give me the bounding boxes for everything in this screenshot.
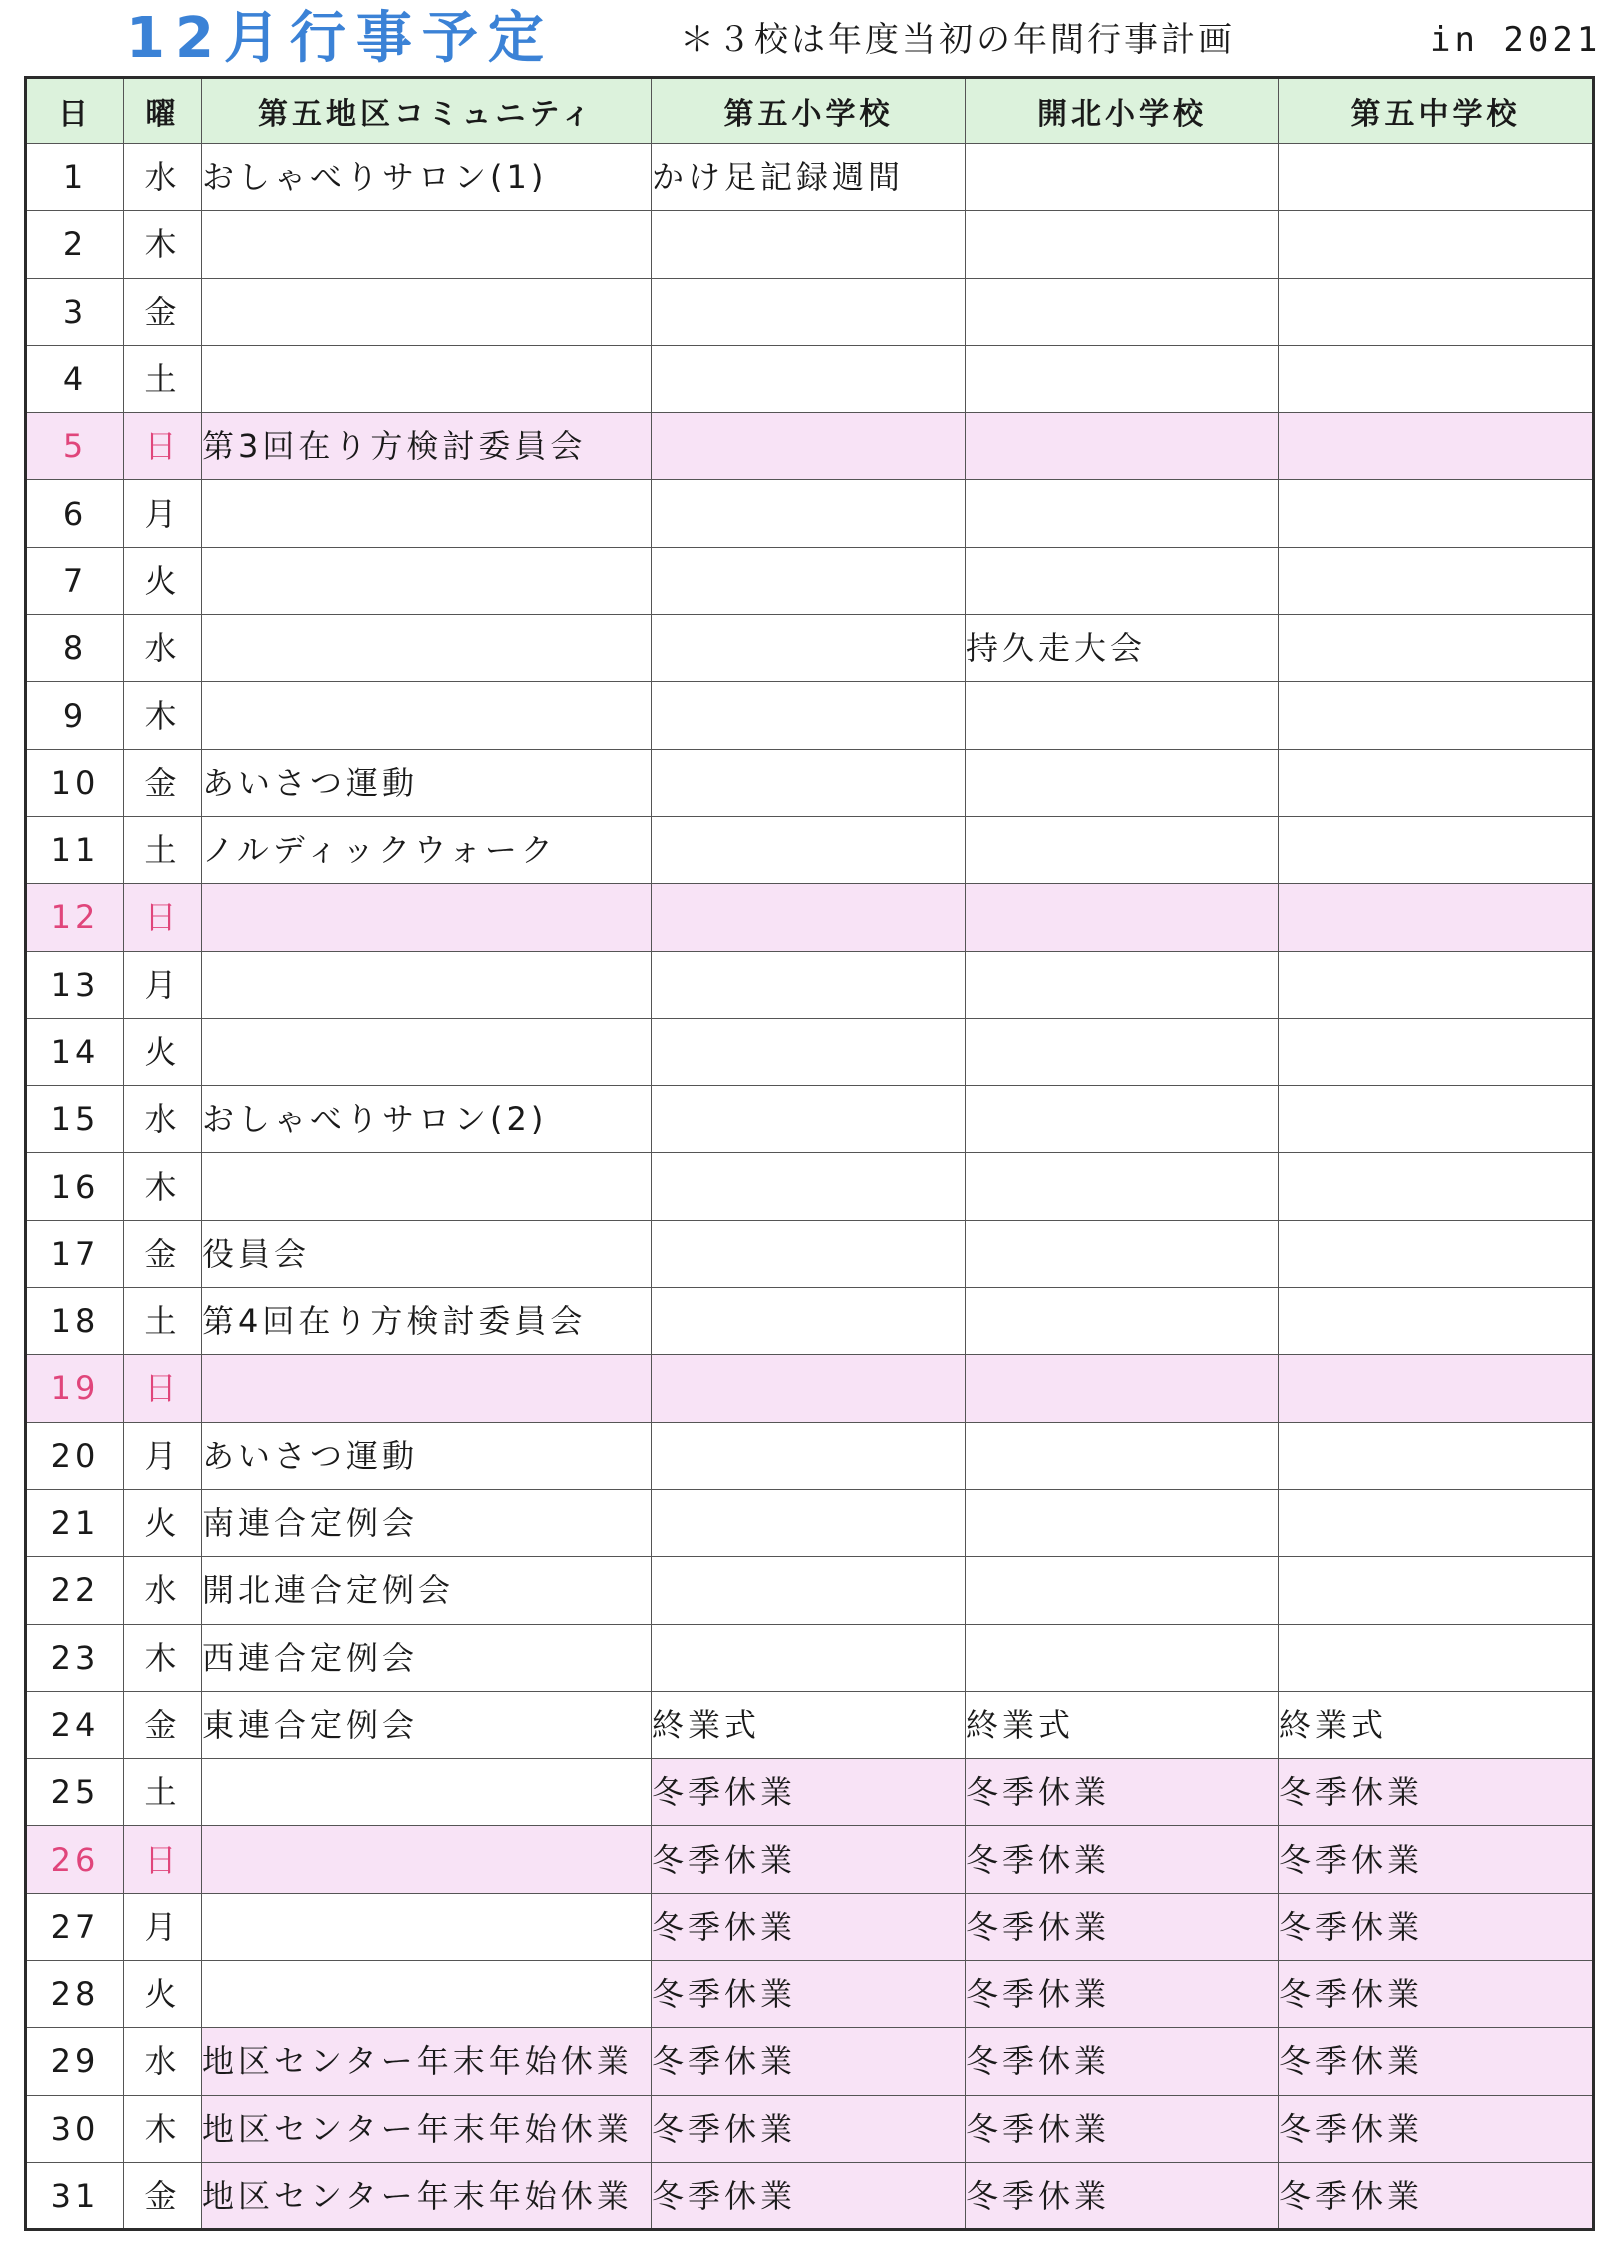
daigo-junior-high-event-cell	[1279, 211, 1594, 278]
day-cell: 1	[26, 144, 124, 211]
table-row	[26, 1624, 1594, 1691]
table-row	[26, 749, 1594, 816]
table-row	[26, 413, 1594, 480]
daigo-junior-high-event-cell: 冬季休業	[1279, 1826, 1594, 1893]
community-event-cell: 東連合定例会	[202, 1691, 652, 1758]
day-cell: 31	[26, 2162, 124, 2229]
kaihoku-elementary-event-cell	[966, 144, 1279, 211]
community-event-cell: 開北連合定例会	[202, 1557, 652, 1624]
weekday-cell: 水	[124, 615, 202, 682]
daigo-junior-high-event-cell	[1279, 1624, 1594, 1691]
weekday-cell: 土	[124, 1288, 202, 1355]
table-row	[26, 2162, 1594, 2229]
daigo-junior-high-event-cell: 冬季休業	[1279, 1893, 1594, 1960]
table-row	[26, 884, 1594, 951]
day-cell: 26	[26, 1826, 124, 1893]
header-note: ＊３校は年度当初の年間行事計画	[680, 20, 1235, 60]
daigo-elementary-event-cell: 冬季休業	[652, 1759, 966, 1826]
community-event-cell: 地区センター年末年始休業	[202, 2028, 652, 2095]
daigo-junior-high-event-cell: 冬季休業	[1279, 1961, 1594, 2028]
daigo-elementary-event-cell	[652, 278, 966, 345]
daigo-elementary-event-cell	[652, 480, 966, 547]
weekday-cell: 火	[124, 1489, 202, 1556]
daigo-elementary-event-cell	[652, 951, 966, 1018]
weekday-cell: 金	[124, 2162, 202, 2229]
kaihoku-elementary-event-cell	[966, 345, 1279, 412]
daigo-junior-high-event-cell: 冬季休業	[1279, 2162, 1594, 2229]
daigo-elementary-event-cell	[652, 1422, 966, 1489]
daigo-elementary-event-cell	[652, 1489, 966, 1556]
kaihoku-elementary-event-cell	[966, 211, 1279, 278]
day-cell: 20	[26, 1422, 124, 1489]
kaihoku-elementary-event-cell	[966, 884, 1279, 951]
daigo-elementary-event-cell	[652, 413, 966, 480]
table-row	[26, 480, 1594, 547]
kaihoku-elementary-event-cell: 終業式	[966, 1691, 1279, 1758]
community-event-cell: 西連合定例会	[202, 1624, 652, 1691]
daigo-elementary-event-cell	[652, 345, 966, 412]
weekday-cell: 月	[124, 1422, 202, 1489]
community-event-cell	[202, 1961, 652, 2028]
table-row	[26, 144, 1594, 211]
weekday-cell: 水	[124, 1086, 202, 1153]
kaihoku-elementary-event-cell	[966, 1489, 1279, 1556]
day-cell: 17	[26, 1220, 124, 1287]
daigo-elementary-event-cell: 冬季休業	[652, 1961, 966, 2028]
kaihoku-elementary-event-cell: 冬季休業	[966, 1759, 1279, 1826]
table-row	[26, 547, 1594, 614]
day-cell: 10	[26, 749, 124, 816]
day-cell: 30	[26, 2095, 124, 2162]
table-row	[26, 211, 1594, 278]
community-event-cell: あいさつ運動	[202, 749, 652, 816]
community-event-cell	[202, 345, 652, 412]
community-event-cell	[202, 547, 652, 614]
table-row	[26, 2028, 1594, 2095]
day-cell: 15	[26, 1086, 124, 1153]
daigo-junior-high-event-cell	[1279, 1557, 1594, 1624]
daigo-elementary-event-cell	[652, 615, 966, 682]
weekday-cell: 水	[124, 144, 202, 211]
daigo-elementary-event-cell	[652, 211, 966, 278]
table-row	[26, 278, 1594, 345]
column-header-community: 第五地区コミュニティ	[202, 78, 652, 144]
day-cell: 25	[26, 1759, 124, 1826]
community-event-cell	[202, 1153, 652, 1220]
kaihoku-elementary-event-cell: 冬季休業	[966, 1893, 1279, 1960]
kaihoku-elementary-event-cell	[966, 1018, 1279, 1085]
daigo-elementary-event-cell: かけ足記録週間	[652, 144, 966, 211]
weekday-cell: 金	[124, 749, 202, 816]
page-header	[0, 0, 1614, 75]
kaihoku-elementary-event-cell	[966, 278, 1279, 345]
daigo-elementary-event-cell	[652, 1355, 966, 1422]
community-event-cell: 第4回在り方検討委員会	[202, 1288, 652, 1355]
community-event-cell	[202, 1018, 652, 1085]
daigo-elementary-event-cell: 冬季休業	[652, 2162, 966, 2229]
daigo-elementary-event-cell	[652, 1557, 966, 1624]
daigo-elementary-event-cell	[652, 547, 966, 614]
kaihoku-elementary-event-cell: 冬季休業	[966, 1826, 1279, 1893]
day-cell: 8	[26, 615, 124, 682]
kaihoku-elementary-event-cell	[966, 951, 1279, 1018]
daigo-junior-high-event-cell	[1279, 1220, 1594, 1287]
weekday-cell: 木	[124, 1624, 202, 1691]
table-header-row	[26, 78, 1594, 144]
kaihoku-elementary-event-cell	[966, 1153, 1279, 1220]
weekday-cell: 金	[124, 1691, 202, 1758]
daigo-junior-high-event-cell	[1279, 278, 1594, 345]
weekday-cell: 金	[124, 278, 202, 345]
daigo-junior-high-event-cell	[1279, 1018, 1594, 1085]
day-cell: 12	[26, 884, 124, 951]
daigo-elementary-event-cell: 冬季休業	[652, 1826, 966, 1893]
daigo-junior-high-event-cell	[1279, 1288, 1594, 1355]
daigo-elementary-event-cell	[652, 1086, 966, 1153]
weekday-cell: 土	[124, 345, 202, 412]
kaihoku-elementary-event-cell	[966, 413, 1279, 480]
weekday-cell: 木	[124, 211, 202, 278]
kaihoku-elementary-event-cell: 冬季休業	[966, 2095, 1279, 2162]
weekday-cell: 月	[124, 951, 202, 1018]
community-event-cell	[202, 1893, 652, 1960]
table-row	[26, 1355, 1594, 1422]
community-event-cell: 役員会	[202, 1220, 652, 1287]
kaihoku-elementary-event-cell: 冬季休業	[966, 1961, 1279, 2028]
daigo-junior-high-event-cell	[1279, 749, 1594, 816]
table-row	[26, 816, 1594, 883]
day-cell: 24	[26, 1691, 124, 1758]
daigo-junior-high-event-cell	[1279, 884, 1594, 951]
daigo-elementary-event-cell	[652, 1153, 966, 1220]
daigo-junior-high-event-cell: 冬季休業	[1279, 1759, 1594, 1826]
kaihoku-elementary-event-cell	[966, 682, 1279, 749]
kaihoku-elementary-event-cell	[966, 1086, 1279, 1153]
table-row	[26, 1893, 1594, 1960]
table-row	[26, 2095, 1594, 2162]
community-event-cell: 第3回在り方検討委員会	[202, 413, 652, 480]
weekday-cell: 月	[124, 480, 202, 547]
day-cell: 22	[26, 1557, 124, 1624]
daigo-elementary-event-cell: 冬季休業	[652, 1893, 966, 1960]
daigo-junior-high-event-cell	[1279, 345, 1594, 412]
weekday-cell: 土	[124, 816, 202, 883]
daigo-elementary-event-cell	[652, 1624, 966, 1691]
day-cell: 5	[26, 413, 124, 480]
daigo-junior-high-event-cell: 冬季休業	[1279, 2095, 1594, 2162]
community-event-cell	[202, 951, 652, 1018]
day-cell: 11	[26, 816, 124, 883]
day-cell: 4	[26, 345, 124, 412]
kaihoku-elementary-event-cell	[966, 480, 1279, 547]
daigo-elementary-event-cell	[652, 1018, 966, 1085]
kaihoku-elementary-event-cell	[966, 547, 1279, 614]
table-row	[26, 1691, 1594, 1758]
daigo-junior-high-event-cell	[1279, 547, 1594, 614]
daigo-junior-high-event-cell	[1279, 951, 1594, 1018]
day-cell: 27	[26, 1893, 124, 1960]
daigo-elementary-event-cell	[652, 816, 966, 883]
kaihoku-elementary-event-cell	[966, 1355, 1279, 1422]
community-event-cell	[202, 1759, 652, 1826]
weekday-cell: 火	[124, 1018, 202, 1085]
header-year: in 2021	[1430, 20, 1602, 60]
table-row	[26, 951, 1594, 1018]
page-title: 12月行事予定	[126, 6, 554, 71]
table-row	[26, 1961, 1594, 2028]
kaihoku-elementary-event-cell: 冬季休業	[966, 2162, 1279, 2229]
daigo-elementary-event-cell	[652, 884, 966, 951]
weekday-cell: 木	[124, 2095, 202, 2162]
day-cell: 23	[26, 1624, 124, 1691]
kaihoku-elementary-event-cell: 冬季休業	[966, 2028, 1279, 2095]
community-event-cell	[202, 480, 652, 547]
weekday-cell: 月	[124, 1893, 202, 1960]
weekday-cell: 木	[124, 1153, 202, 1220]
community-event-cell: おしゃべりサロン(2)	[202, 1086, 652, 1153]
table-row	[26, 1557, 1594, 1624]
day-cell: 21	[26, 1489, 124, 1556]
weekday-cell: 火	[124, 1961, 202, 2028]
weekday-cell: 日	[124, 884, 202, 951]
day-cell: 19	[26, 1355, 124, 1422]
kaihoku-elementary-event-cell	[966, 749, 1279, 816]
weekday-cell: 金	[124, 1220, 202, 1287]
daigo-elementary-event-cell: 終業式	[652, 1691, 966, 1758]
community-event-cell: おしゃべりサロン(1)	[202, 144, 652, 211]
daigo-elementary-event-cell	[652, 682, 966, 749]
table-row	[26, 1018, 1594, 1085]
community-event-cell	[202, 211, 652, 278]
column-header-daigo-junior-high: 第五中学校	[1279, 78, 1594, 144]
weekday-cell: 土	[124, 1759, 202, 1826]
kaihoku-elementary-event-cell	[966, 1422, 1279, 1489]
daigo-junior-high-event-cell	[1279, 1355, 1594, 1422]
day-cell: 28	[26, 1961, 124, 2028]
day-cell: 18	[26, 1288, 124, 1355]
day-cell: 29	[26, 2028, 124, 2095]
daigo-elementary-event-cell: 冬季休業	[652, 2095, 966, 2162]
daigo-elementary-event-cell	[652, 1220, 966, 1287]
daigo-junior-high-event-cell: 終業式	[1279, 1691, 1594, 1758]
day-cell: 16	[26, 1153, 124, 1220]
kaihoku-elementary-event-cell	[966, 816, 1279, 883]
daigo-junior-high-event-cell	[1279, 615, 1594, 682]
weekday-cell: 水	[124, 2028, 202, 2095]
schedule-table	[24, 76, 1595, 2231]
daigo-junior-high-event-cell	[1279, 816, 1594, 883]
weekday-cell: 火	[124, 547, 202, 614]
day-cell: 7	[26, 547, 124, 614]
daigo-junior-high-event-cell	[1279, 144, 1594, 211]
daigo-junior-high-event-cell	[1279, 1422, 1594, 1489]
table-row	[26, 1826, 1594, 1893]
day-cell: 13	[26, 951, 124, 1018]
community-event-cell	[202, 1826, 652, 1893]
community-event-cell: ノルディックウォーク	[202, 816, 652, 883]
day-cell: 9	[26, 682, 124, 749]
community-event-cell: 地区センター年末年始休業	[202, 2162, 652, 2229]
table-row	[26, 1422, 1594, 1489]
weekday-cell: 日	[124, 413, 202, 480]
column-header-kaihoku-elementary: 開北小学校	[966, 78, 1279, 144]
community-event-cell	[202, 1355, 652, 1422]
column-header-daigo-elementary: 第五小学校	[652, 78, 966, 144]
weekday-cell: 日	[124, 1355, 202, 1422]
table-row	[26, 1086, 1594, 1153]
kaihoku-elementary-event-cell	[966, 1288, 1279, 1355]
daigo-junior-high-event-cell: 冬季休業	[1279, 2028, 1594, 2095]
kaihoku-elementary-event-cell: 持久走大会	[966, 615, 1279, 682]
daigo-junior-high-event-cell	[1279, 1086, 1594, 1153]
community-event-cell: あいさつ運動	[202, 1422, 652, 1489]
table-row	[26, 1489, 1594, 1556]
column-header-day: 日	[26, 78, 124, 144]
community-event-cell	[202, 615, 652, 682]
daigo-junior-high-event-cell	[1279, 1489, 1594, 1556]
daigo-elementary-event-cell	[652, 1288, 966, 1355]
kaihoku-elementary-event-cell	[966, 1220, 1279, 1287]
weekday-cell: 水	[124, 1557, 202, 1624]
community-event-cell	[202, 884, 652, 951]
day-cell: 6	[26, 480, 124, 547]
table-row	[26, 615, 1594, 682]
daigo-elementary-event-cell: 冬季休業	[652, 2028, 966, 2095]
column-header-weekday: 曜	[124, 78, 202, 144]
weekday-cell: 日	[124, 1826, 202, 1893]
community-event-cell	[202, 278, 652, 345]
table-row	[26, 1220, 1594, 1287]
weekday-cell: 木	[124, 682, 202, 749]
daigo-junior-high-event-cell	[1279, 1153, 1594, 1220]
daigo-junior-high-event-cell	[1279, 413, 1594, 480]
table-row	[26, 1153, 1594, 1220]
day-cell: 14	[26, 1018, 124, 1085]
table-row	[26, 1288, 1594, 1355]
community-event-cell: 地区センター年末年始休業	[202, 2095, 652, 2162]
schedule-body	[26, 144, 1594, 2230]
kaihoku-elementary-event-cell	[966, 1624, 1279, 1691]
daigo-junior-high-event-cell	[1279, 682, 1594, 749]
day-cell: 3	[26, 278, 124, 345]
table-row	[26, 1759, 1594, 1826]
daigo-junior-high-event-cell	[1279, 480, 1594, 547]
daigo-elementary-event-cell	[652, 749, 966, 816]
kaihoku-elementary-event-cell	[966, 1557, 1279, 1624]
community-event-cell: 南連合定例会	[202, 1489, 652, 1556]
table-row	[26, 682, 1594, 749]
table-row	[26, 345, 1594, 412]
day-cell: 2	[26, 211, 124, 278]
community-event-cell	[202, 682, 652, 749]
